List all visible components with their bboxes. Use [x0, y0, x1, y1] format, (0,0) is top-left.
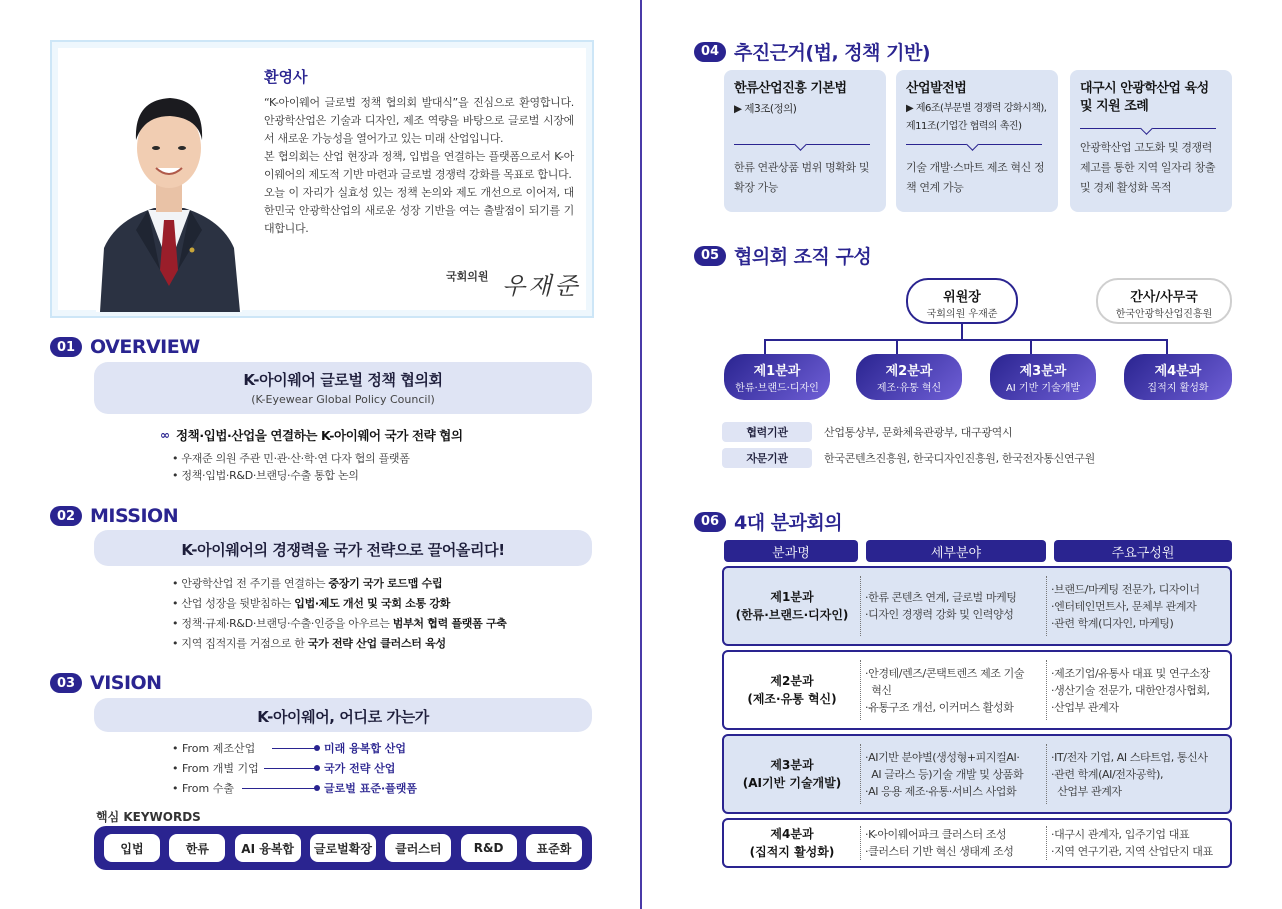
- org-connector: [1166, 339, 1168, 355]
- keywords-label: 핵심 KEYWORDS: [96, 810, 201, 824]
- portrait-photo: [96, 70, 242, 312]
- division-title: 제3분과: [1019, 364, 1067, 379]
- org-connector: [764, 339, 766, 355]
- list-item: • 정책·규제·R&D·브랜딩·수출·인증을 아우르는 범부처 협력 플랫폼 구축: [172, 617, 507, 630]
- basis-card: [1070, 70, 1232, 212]
- partner-row: [722, 448, 1095, 468]
- section-title: 협의회 조직 구성: [734, 246, 872, 268]
- committee-fields: ·K-아이웨어파크 클러스터 조성 ·클러스터 기반 혁신 생태계 조성: [860, 826, 1046, 860]
- table-header: 주요구성원: [1054, 540, 1232, 562]
- partner-tag: 자문기관: [722, 448, 812, 468]
- keyword-chip: 표준화: [526, 834, 582, 862]
- vision-lines: [172, 738, 417, 798]
- keywords-bar: [94, 826, 592, 870]
- mission-banner: [94, 530, 592, 566]
- basis-card-sub: ▶ 제3조(정의): [734, 103, 797, 115]
- committee-name: 제3분과 (AI기반 기술개발): [742, 758, 842, 790]
- table-header: 분과명: [724, 540, 858, 562]
- basis-card: [724, 70, 886, 212]
- org-header: [694, 242, 871, 269]
- vision-banner: [94, 698, 592, 732]
- section-title: OVERVIEW: [90, 336, 200, 358]
- overview-subtitle-text: 정책·입법·산업을 연결하는 K-아이웨어 국가 전략 협의: [176, 428, 463, 443]
- division-title: 제1분과: [753, 364, 801, 379]
- overview-header: [50, 336, 200, 358]
- section-number: 03: [50, 673, 82, 693]
- secretary-title: 간사/사무국: [1130, 290, 1198, 305]
- division-box: [990, 354, 1096, 400]
- basis-card-desc: 안광학산업 고도화 및 경쟁력 제고를 통한 지역 일자리 창출 및 경제 활성화 목적: [1080, 141, 1216, 194]
- arrow-icon: [264, 768, 318, 769]
- table-row: [722, 818, 1232, 868]
- section-title: 4대 분과회의: [734, 512, 843, 534]
- section-number: 05: [694, 246, 726, 266]
- chair-box: [906, 278, 1018, 324]
- vision-header: [50, 672, 162, 694]
- vision-line: • From 수출 글로벌 표준·플랫폼: [172, 781, 418, 795]
- division-box: [724, 354, 830, 400]
- basis-card-title: 대구시 안광학산업 육성 및 지원 조례: [1080, 81, 1209, 114]
- basis-card-title: 한류산업진흥 기본법: [734, 81, 847, 96]
- section-title: MISSION: [90, 505, 179, 527]
- org-connector: [764, 339, 1168, 341]
- list-item: • 산업 성장을 뒷받침하는 입법·제도 개선 및 국회 소통 강화: [172, 597, 451, 610]
- table-row: [722, 650, 1232, 730]
- division-sub: AI 기반 기술개발: [1005, 383, 1081, 394]
- committee-fields: ·AI기반 분야별(생성형+피지컬AI· AI 글라스 등)기술 개발 및 상품화 ·AI 응용 제조·유통·서비스 사업화: [860, 744, 1046, 804]
- section-title: VISION: [90, 672, 162, 694]
- committee-members: ·IT/전자 기업, AI 스타트업, 통신사 ·관련 학계(AI/전자공학), 산업부 관계자: [1046, 744, 1230, 804]
- section-number: 04: [694, 42, 726, 62]
- division-sub: 한류·브랜드·디자인: [735, 383, 819, 394]
- table-row: [722, 566, 1232, 646]
- chair-title: 위원장: [943, 290, 981, 305]
- chevron-divider: [734, 144, 870, 152]
- partner-row: [722, 422, 1012, 442]
- org-connector: [896, 339, 898, 355]
- mission-banner-title: K-아이웨어의 경쟁력을 국가 전략으로 끌어올리다!: [181, 541, 505, 559]
- committees-header: [694, 508, 842, 535]
- vision-line: • From 개별 기업 국가 전략 산업: [172, 761, 396, 775]
- committee-name: 제1분과 (한류·브랜드·디자인): [735, 590, 849, 622]
- basis-card: [896, 70, 1058, 212]
- mission-bullets: [172, 574, 507, 654]
- glasses-icon: ∞: [160, 428, 170, 442]
- committee-fields: ·안경테/렌즈/콘택트렌즈 제조 기술 혁신 ·유통구조 개선, 이커머스 활성화: [860, 660, 1046, 720]
- committee-name: 제4분과 (집적지 활성화): [749, 827, 835, 859]
- list-item: • 정책·입법·R&D·브랜딩·수출 통합 논의: [172, 469, 359, 482]
- signature-name: 우재준: [502, 272, 581, 300]
- welcome-text: [264, 94, 574, 238]
- basis-header: [694, 38, 930, 65]
- overview-subtitle: [160, 426, 463, 444]
- overview-banner-title: K-아이웨어 글로벌 정책 협의회: [243, 371, 443, 389]
- overview-bullets: [172, 450, 410, 484]
- overview-banner: [94, 362, 592, 414]
- keyword-chip: 클러스터: [385, 834, 451, 862]
- division-title: 제2분과: [885, 364, 933, 379]
- welcome-paragraph: “K-아이웨어 글로벌 정책 협의회 발대식”을 진심으로 환영합니다. 안광학산업은 기술과 디자인, 제조 역량을 바탕으로 글로벌 시장에서 새로운 가능성을 열어가고 있는 미래 산업입니다.: [264, 96, 574, 145]
- table-header: 세부분야: [866, 540, 1046, 562]
- committee-name: 제2분과 (제조·유통 혁신): [747, 674, 837, 706]
- section-number: 01: [50, 337, 82, 357]
- keyword-chip: 입법: [104, 834, 160, 862]
- overview-banner-subtitle: (K-Eyewear Global Policy Council): [251, 393, 435, 406]
- org-connector: [961, 324, 963, 340]
- secretary-box: [1096, 278, 1232, 324]
- list-item: • 안광학산업 전 주기를 연결하는 중장기 국가 로드맵 수립: [172, 577, 443, 590]
- chevron-divider: [906, 144, 1042, 152]
- page-divider: [640, 0, 642, 909]
- basis-card-desc: 한류 연관상품 범위 명확화 및 확장 가능: [734, 161, 870, 194]
- welcome-paragraph: 본 협의회는 산업 현장과 정책, 입법을 연결하는 플랫폼으로서 K-아이웨어의 제도적 기반 마련과 글로벌 경쟁력 강화를 목표로 합니다.: [264, 150, 574, 181]
- mission-header: [50, 505, 178, 527]
- keyword-chip: AI 융복합: [235, 834, 301, 862]
- division-title: 제4분과: [1154, 364, 1202, 379]
- keyword-chip: R&D: [461, 834, 517, 862]
- section-title: 추진근거(법, 정책 기반): [734, 42, 931, 64]
- partner-text: 산업통상부, 문화체육관광부, 대구광역시: [824, 426, 1013, 439]
- committee-members: ·브랜드/마케팅 전문가, 디자이너 ·엔터테인먼트사, 문체부 관계자 ·관련 학계(디자인, 마케팅): [1046, 576, 1230, 636]
- keyword-chip: 글로벌확장: [310, 834, 376, 862]
- secretary-sub: 한국안광학산업진흥원: [1115, 309, 1213, 320]
- table-row: [722, 734, 1232, 814]
- welcome-title: 환영사: [264, 68, 308, 86]
- arrow-icon: [242, 788, 318, 789]
- keyword-chip: 한류: [169, 834, 225, 862]
- section-number: 06: [694, 512, 726, 532]
- list-item: • 지역 집적지를 거점으로 한 국가 전략 산업 클러스터 육성: [172, 637, 446, 650]
- chevron-divider: [1080, 128, 1216, 136]
- committee-fields: ·한류 콘텐츠 연계, 글로벌 마케팅 ·디자인 경쟁력 강화 및 인력양성: [860, 576, 1046, 636]
- division-box: [856, 354, 962, 400]
- committee-members: ·제조기업/유통사 대표 및 연구소장 ·생산기술 전문가, 대한안경사협회, ·산업부 관계자: [1046, 660, 1230, 720]
- signature-label: 국회의원: [446, 270, 489, 283]
- basis-card-sub: ▶ 제6조(부문별 경쟁력 강화시책), 제11조(기업간 협력의 촉진): [906, 103, 1047, 132]
- vision-line: • From 제조산업 미래 융복합 산업: [172, 741, 407, 755]
- welcome-paragraph: 오늘 이 자리가 실효성 있는 정책 논의와 제도 개선으로 이어져, 대한민국 안광학산업의 새로운 성장 기반을 여는 출발점이 되기를 기대합니다.: [264, 186, 574, 235]
- partner-text: 한국콘텐츠진흥원, 한국디자인진흥원, 한국전자통신연구원: [824, 452, 1095, 465]
- basis-card-title: 산업발전법: [906, 81, 967, 96]
- org-connector: [1030, 339, 1032, 355]
- section-number: 02: [50, 506, 82, 526]
- division-sub: 제조·유통 혁신: [876, 383, 942, 394]
- division-sub: 집적지 활성화: [1147, 383, 1209, 394]
- committee-members: ·대구시 관계자, 입주기업 대표 ·지역 연구기관, 지역 산업단지 대표: [1046, 826, 1230, 860]
- chair-sub: 국회의원 우재준: [926, 309, 998, 320]
- basis-card-desc: 기술 개발·스마트 제조 혁신 정책 연계 가능: [906, 161, 1045, 194]
- partner-tag: 협력기관: [722, 422, 812, 442]
- arrow-icon: [272, 748, 318, 749]
- vision-banner-title: K-아이웨어, 어디로 가는가: [257, 708, 429, 726]
- division-box: [1124, 354, 1232, 400]
- list-item: • 우재준 의원 주관 민·관·산·학·연 다자 협의 플랫폼: [172, 452, 410, 465]
